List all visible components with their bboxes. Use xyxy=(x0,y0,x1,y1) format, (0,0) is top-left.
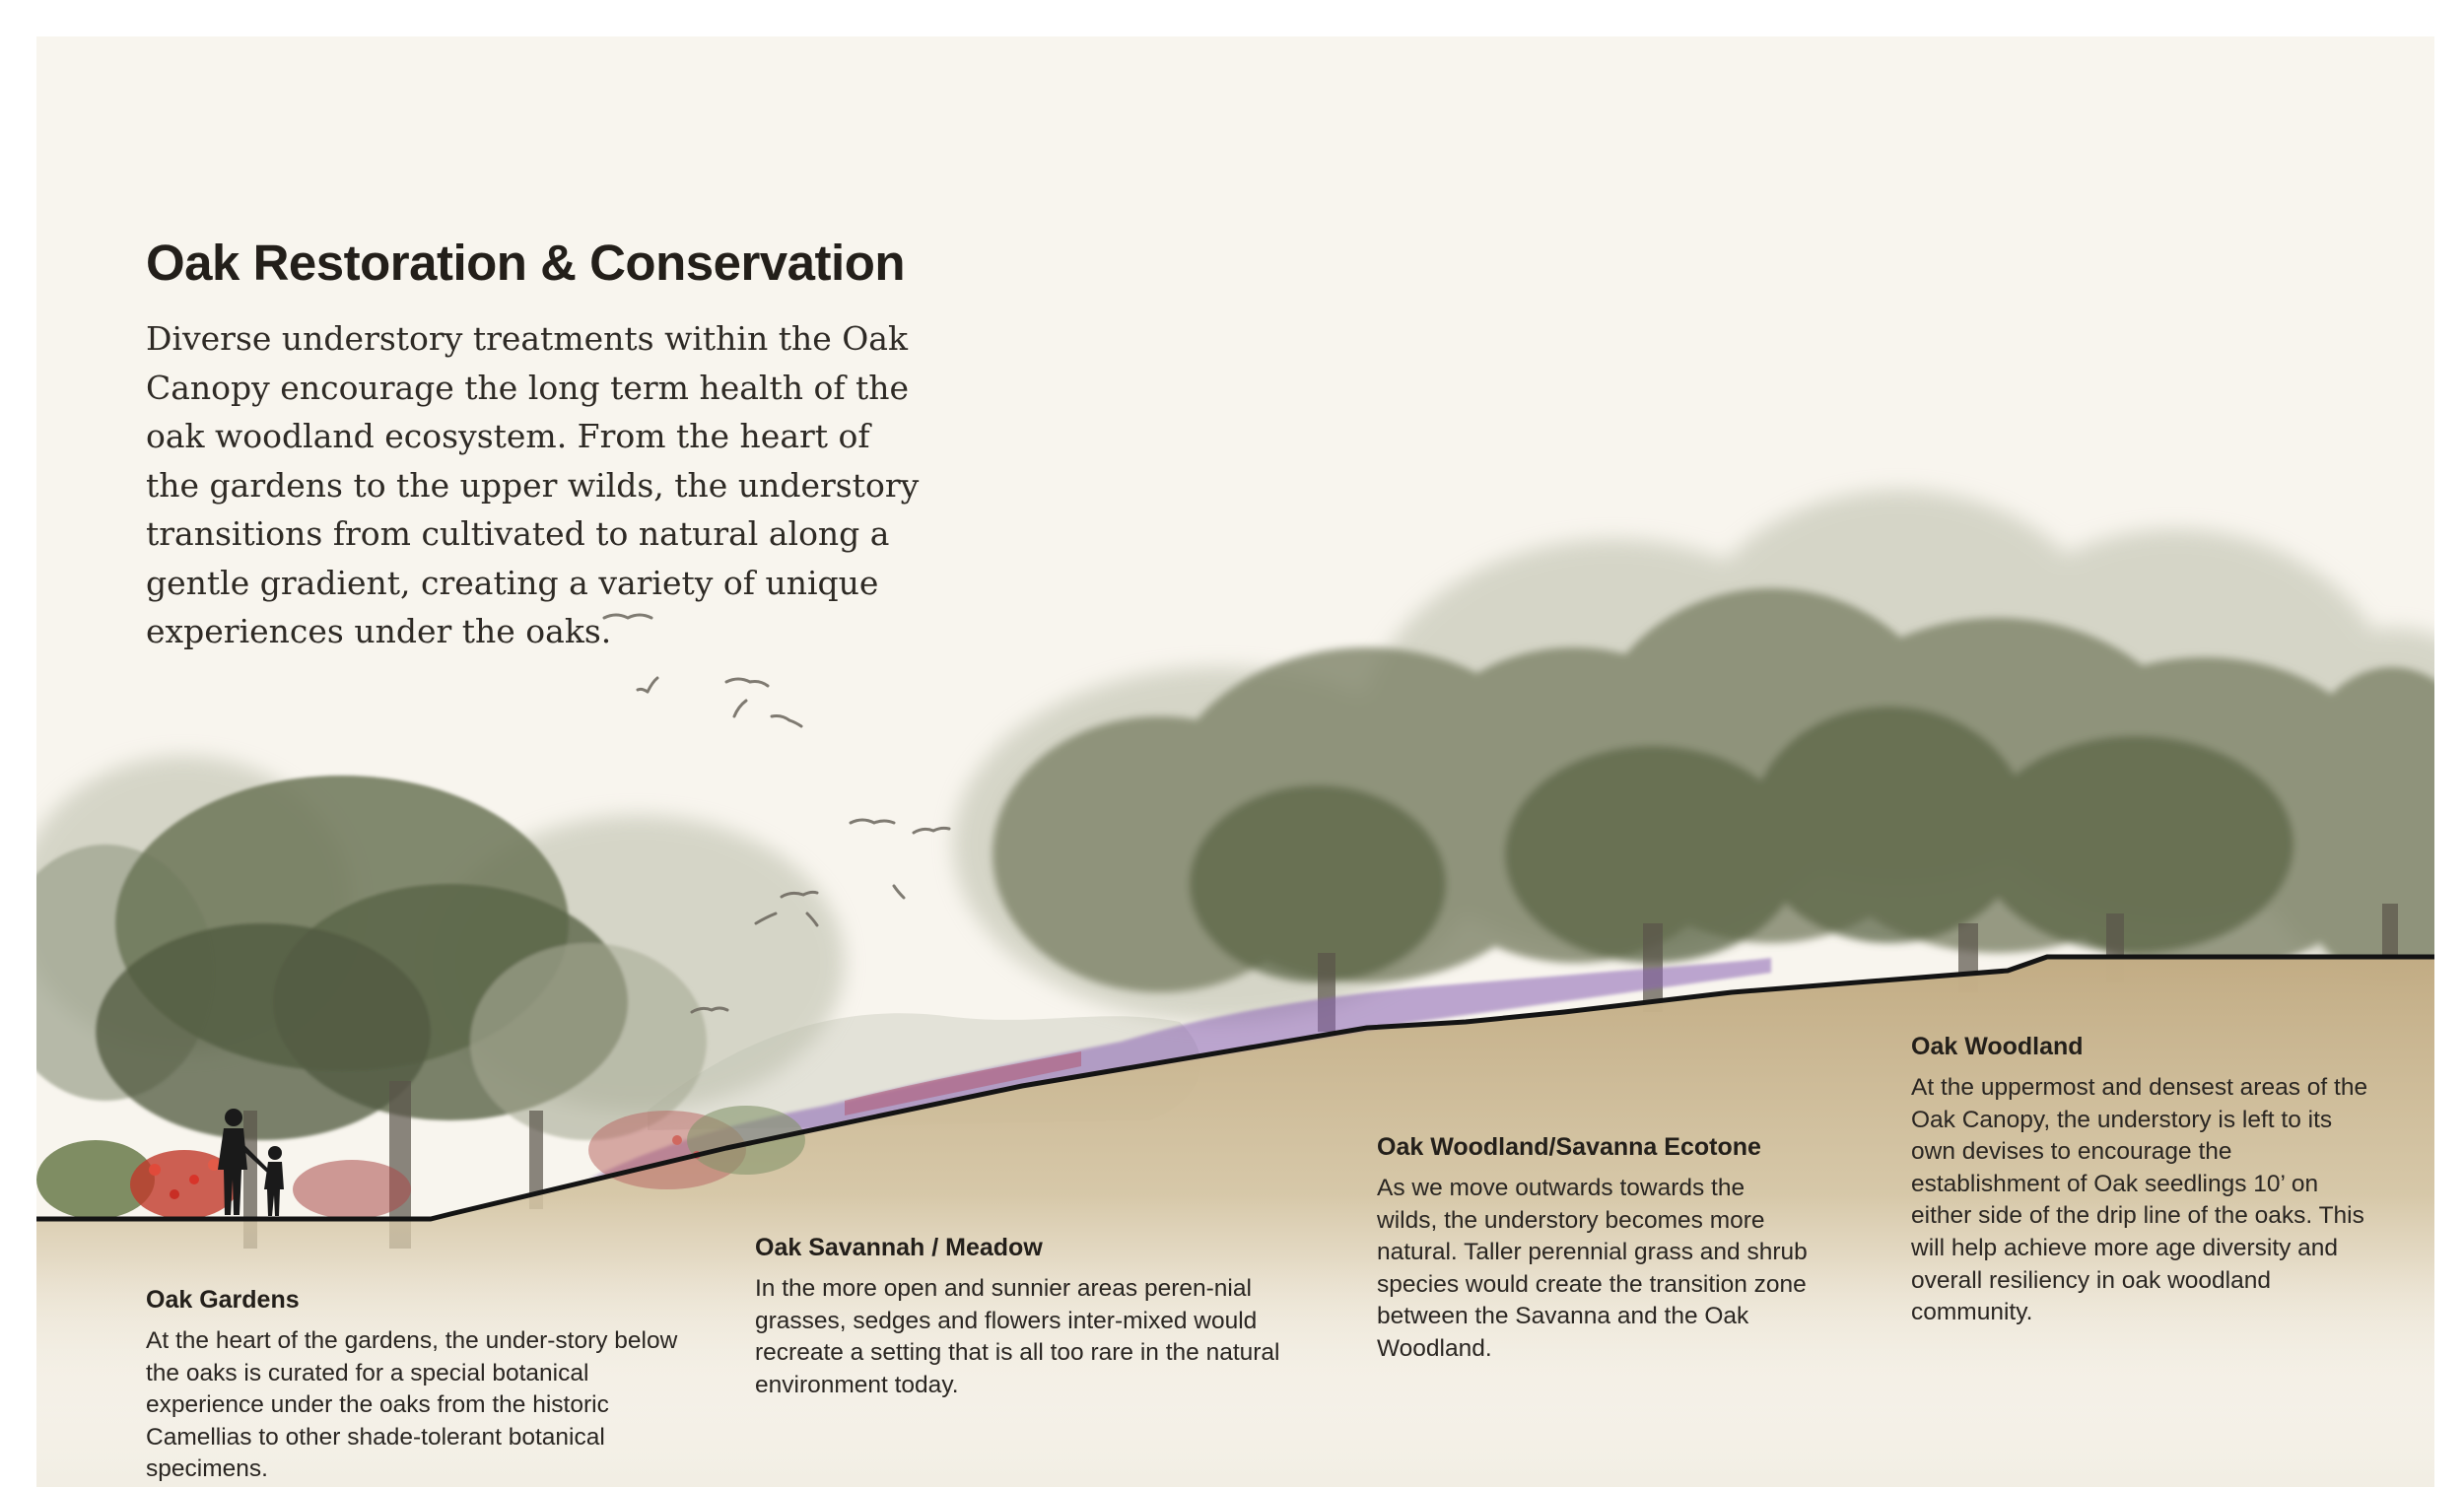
zone-oak-savannah-meadow xyxy=(755,1231,1287,1401)
zone-description: At the uppermost and densest areas of the Oak Canopy, the understory is left to its own devises to encourage the establishment of Oak seedlings 10’ on either side of the drip line of the oaks. This will help achieve more age diversity and overall resiliency in oak woodland community. xyxy=(1911,1074,2368,1326)
zone-oak-gardens xyxy=(146,1283,678,1486)
zone-description: As we move outwards towards the wilds, the understory becomes more natural. Taller perennial grass and shrub species would create the transition zone between the Savanna and the Oak Woodland. xyxy=(1377,1175,1808,1362)
zone-oak-woodland-savanna-ecotone xyxy=(1377,1130,1811,1366)
intro-paragraph: Diverse understory treatments within the Oak Canopy encourage the long term health of the oak woodland ecosystem. From the heart of the gardens to the upper wilds, the understory transitions from cultivated to natural along a gentle gradient, creating a variety of unique experiences under the oaks. xyxy=(146,319,920,650)
zone-title: Oak Savannah / Meadow xyxy=(755,1234,1043,1261)
section-panel xyxy=(36,36,2434,1487)
zone-description: At the heart of the gardens, the under-story below the oaks is curated for a special botanical experience under the oaks from the historic Camellias to other shade-tolerant botanical specimens. xyxy=(146,1327,678,1483)
zone-title: Oak Gardens xyxy=(146,1286,300,1314)
zone-title: Oak Woodland/Savanna Ecotone xyxy=(1377,1133,1761,1161)
zone-description: In the more open and sunnier areas peren-nial grasses, sedges and flowers inter-mixed would recreate a setting that is all too rare in the natural environment today. xyxy=(755,1275,1280,1398)
page-title: Oak Restoration & Conservation xyxy=(146,235,905,291)
zone-title: Oak Woodland xyxy=(1911,1033,2084,1060)
zone-oak-woodland xyxy=(1911,1030,2374,1329)
